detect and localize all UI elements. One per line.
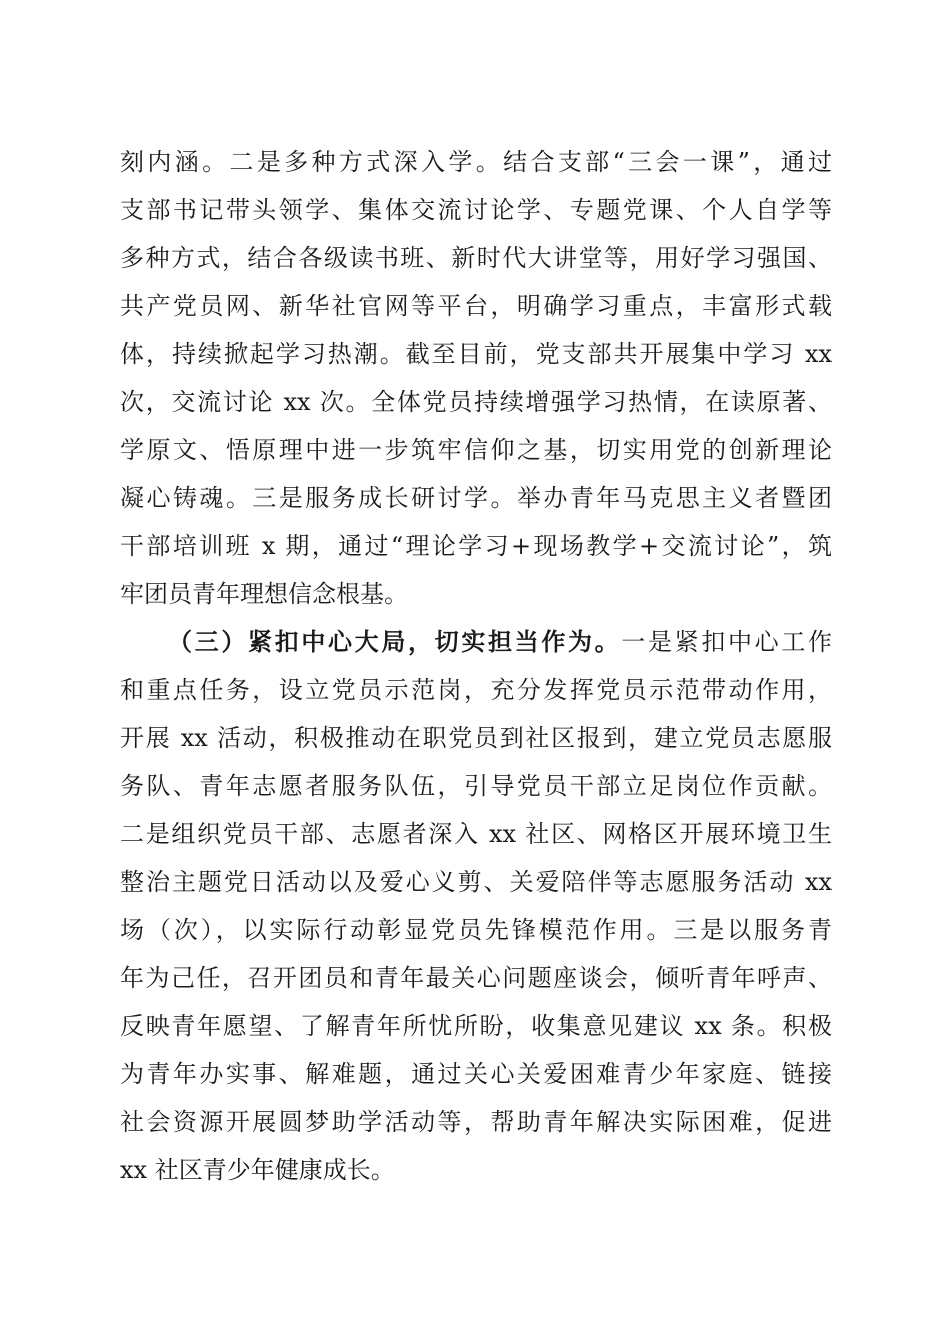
- paragraph2-line-8: 反映青年愿望、了解青年所忧所盼，收集意见建议 xx 条。积极: [120, 1012, 832, 1040]
- paragraph2-line-1: 和重点任务，设立党员示范岗，充分发挥党员示范带动作用，: [120, 676, 832, 704]
- paragraph2-line-9: 为青年办实事、解难题，通过关心关爱困难青少年家庭、链接: [120, 1060, 832, 1088]
- paragraph2-line-11: xx 社区青少年健康成长。: [120, 1156, 395, 1184]
- paragraph1-line-6: 次，交流讨论 xx 次。全体党员持续增强学习热情，在读原著、: [120, 388, 832, 416]
- paragraph1-line-4: 共产党员网、新华社官网等平台，明确学习重点，丰富形式载: [120, 292, 832, 320]
- paragraph2-first-line-rest: 一是紧扣中心工作: [621, 628, 833, 656]
- paragraph1-line-10: 牢团员青年理想信念根基。: [120, 580, 408, 608]
- paragraph1-line-1: 刻内涵。二是多种方式深入学。结合支部“三会一课”，通过: [120, 148, 832, 176]
- paragraph1-line-9: 干部培训班 x 期，通过“理论学习+现场教学+交流讨论”，筑: [120, 532, 832, 560]
- paragraph2-line-3: 务队、青年志愿者服务队伍，引导党员干部立足岗位作贡献。: [120, 772, 832, 800]
- paragraph1-line-5: 体，持续掀起学习热潮。截至目前，党支部共开展集中学习 xx: [120, 340, 832, 368]
- paragraph2-line-5: 整治主题党日活动以及爱心义剪、关爱陪伴等志愿服务活动 xx: [120, 868, 832, 896]
- paragraph2-line-4: 二是组织党员干部、志愿者深入 xx 社区、网格区开展环境卫生: [120, 820, 832, 848]
- paragraph2-line-10: 社会资源开展圆梦助学活动等，帮助青年解决实际困难，促进: [120, 1108, 832, 1136]
- paragraph2-line-7: 年为己任，召开团员和青年最关心问题座谈会，倾听青年呼声、: [120, 964, 832, 992]
- paragraph1-line-3: 多种方式，结合各级读书班、新时代大讲堂等，用好学习强国、: [120, 244, 832, 272]
- paragraph1-line-8: 凝心铸魂。三是服务成长研讨学。举办青年马克思主义者暨团: [120, 484, 832, 512]
- paragraph1-line-7: 学原文、悟原理中进一步筑牢信仰之基，切实用党的创新理论: [120, 436, 832, 464]
- section3-first-line: [168, 618, 832, 666]
- paragraph2-line-6: 场（次），以实际行动彰显党员先锋模范作用。三是以服务青: [120, 916, 832, 944]
- paragraph2-line-2: 开展 xx 活动，积极推动在职党员到社区报到，建立党员志愿服: [120, 724, 832, 752]
- section3-heading: （三）紧扣中心大局，切实担当作为。: [168, 627, 622, 656]
- paragraph1-line-2: 支部书记带头领学、集体交流讨论学、专题党课、个人自学等: [120, 196, 832, 224]
